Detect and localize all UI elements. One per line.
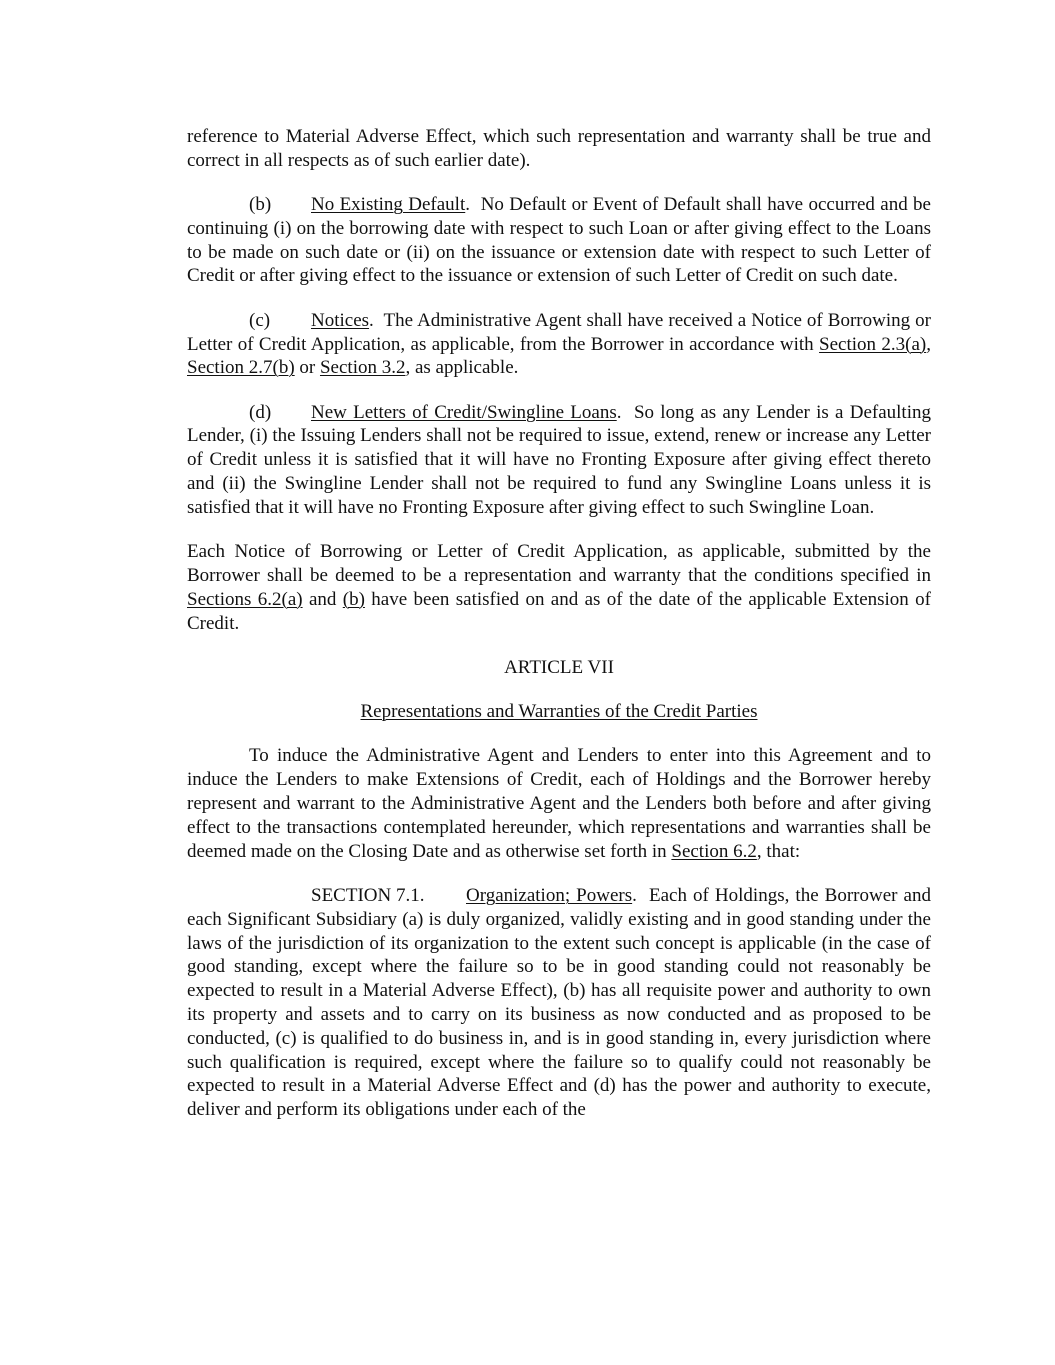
clause-body-end: , as applicable. (405, 357, 519, 379)
paragraph-text: Each Notice of Borrowing or Letter of Credit Application, as applicable, submitted by the Borrower shall be deemed to be a representation and warranty that the conditions specified in (187, 541, 931, 586)
section-7-1 (187, 884, 936, 1122)
deemed-representation-paragraph (187, 540, 931, 635)
section-reference-link: Section 3.2 (319, 357, 406, 379)
section-number: SECTION 7.1. (311, 884, 425, 906)
section-body: Each of Holdings, the Borrower and each Significant Subsidiary (a) is duly organized, validly existing and in good standing under the laws of the jurisdiction of its organization to the extent such concept is applicable (in the case of good standing, except where the failure so to be in good standing could not reasonably be expected to result in a Material Adverse Effect), (b) has all requisite power and authority to own its property and assets and to carry on its business as now conducted and as proposed to be conducted, (c) is qualified to do business in, and is in good standing in, every jurisdiction where such qualification is required, except where the failure so to qualify could not reasonably be expected to result in a Material Adverse Effect and (d) has the power and authority to execute, deliver and perform its obligations under each of the (187, 884, 936, 1121)
heading-punct: . (465, 194, 470, 216)
clause-body: No Default or Event of Default shall have occurred and be continuing (i) on the borrowing date with respect to such Loan or after giving effect to the Loans to be made on such date or (ii) on the issuance or extension date with respect to such Letter of Credit or after giving effect to the issuance or extension of such Letter of Credit on such date. (187, 194, 936, 287)
section-reference-link: Section 2.3(a) (819, 333, 927, 355)
clause-body: The Administrative Agent shall have received a Notice of Borrowing or Letter of Credit Application, as applicable, from the Borrower in accordance with (187, 309, 936, 355)
paragraph-text: , that: (756, 840, 801, 862)
article-title (187, 700, 931, 724)
heading-punct: . (369, 309, 374, 331)
document-page (187, 125, 936, 1142)
section-reference-link: Section 6.2 (671, 840, 757, 862)
paragraph-text: and (302, 588, 343, 610)
clause-label: (c) (249, 309, 271, 331)
clause-c (187, 309, 936, 380)
paragraph-text: To induce the Administrative Agent and Lenders to enter into this Agreement and to induce the Lenders to make Extensions of Credit, each of Holdings and the Borrower hereby represent and warrant to the Administrative Agent and the Lenders both before and after giving effect to the transactions contemplated hereunder, which representations and warranties shall be deemed made on the Closing Date and as otherwise set forth in (187, 745, 931, 862)
heading-punct: . (616, 401, 622, 423)
clause-d (187, 401, 936, 520)
section-reference-link: (b) (342, 588, 365, 610)
clause-heading: New Letters of Credit/Swingline Loans (311, 401, 617, 423)
section-heading: Organization; Powers (466, 884, 633, 906)
separator: or (294, 357, 320, 379)
clause-heading: No Existing Default (311, 194, 466, 216)
heading-punct: . (632, 884, 637, 906)
section-reference-link: Section 2.7(b) (187, 357, 295, 379)
clause-body: So long as any Lender is a Defaulting Lender, (i) the Issuing Lenders shall not be required to issue, extend, renew or increase any Letter of Credit unless it is satisfied that it will have no Fronting Exposure after giving effect thereto and (ii) the Swingline Lender shall not be required to fund any Swingline Loans unless it is satisfied that it will have no Fronting Exposure after giving effect to such Swingline Loan. (187, 401, 936, 518)
section-reference-link: Sections 6.2(a) (187, 588, 303, 610)
intro-paragraph (187, 744, 931, 863)
article-title-text: Representations and Warranties of the Credit Parties (360, 701, 758, 723)
clause-label: (b) (249, 194, 272, 216)
paragraph-text: have been satisfied on and as of the date of the applicable Extension of Credit. (187, 588, 931, 634)
clause-heading: Notices (311, 309, 370, 331)
clause-b (187, 193, 936, 288)
continuation-paragraph: reference to Material Adverse Effect, which such representation and warranty shall be true and correct in all respects as of such earlier date). (187, 126, 931, 171)
separator: , (926, 333, 936, 355)
article-number: ARTICLE VII (504, 656, 614, 678)
clause-label: (d) (249, 401, 272, 423)
